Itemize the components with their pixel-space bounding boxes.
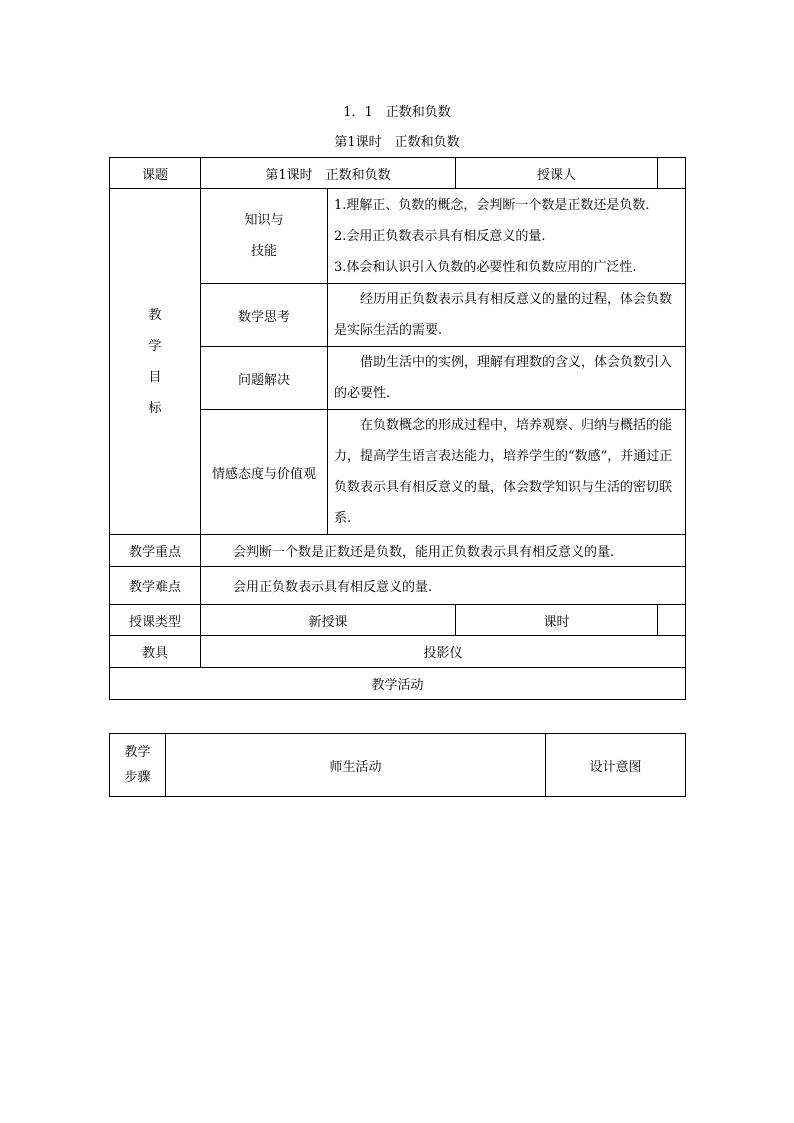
page-subtitle: 第1课时 正数和负数 — [334, 135, 460, 150]
difficulties-label: 教学难点 — [110, 567, 201, 605]
lesson-type-value: 新授课 — [201, 605, 456, 636]
knowledge-item: 3.体会和认识引入负数的必要性和负数应用的广泛性. — [334, 259, 637, 275]
key-points-text: 会判断一个数是正数还是负数，能用正负数表示具有相反意义的量. — [201, 535, 686, 567]
math-thinking-text: 经历用正负数表示具有相反意义的量的过程，体会负数是实际生活的需要. — [328, 284, 686, 347]
steps-label: 教学 步骤 — [110, 734, 166, 797]
tools-row — [110, 636, 686, 668]
steps-header-row — [110, 734, 686, 797]
topic-label: 课题 — [110, 158, 201, 189]
activities-header-row — [110, 668, 686, 700]
intent-label: 设计意图 — [546, 734, 686, 797]
knowledge-content — [328, 189, 686, 284]
page-title: 1．1 正数和负数 — [343, 105, 451, 120]
tools-label: 教具 — [110, 636, 201, 668]
lesson-plan-table — [109, 157, 686, 700]
difficulties-row — [110, 567, 686, 605]
hours-value — [658, 605, 686, 636]
teaching-steps-table — [109, 733, 686, 797]
math-thinking-label: 数学思考 — [201, 284, 328, 347]
tools-value: 投影仪 — [201, 636, 686, 668]
teacher-label: 授课人 — [456, 158, 658, 189]
lesson-type-label: 授课类型 — [110, 605, 201, 636]
key-points-row — [110, 535, 686, 567]
knowledge-item: 2.会用正负数表示具有相反意义的量. — [334, 228, 546, 244]
activity-label: 师生活动 — [166, 734, 546, 797]
knowledge-label: 知识与 技能 — [201, 189, 328, 284]
attitude-text: 在负数概念的形成过程中，培养观察、归纳与概括的能力，提高学生语言表达能力，培养学生的“数感”，并通过正负数表示具有相反意义的量，体会数学知识与生活的密切联系. — [328, 410, 686, 535]
lesson-type-row — [110, 605, 686, 636]
topic-row — [110, 158, 686, 189]
objectives-label: 教 学 目 标 — [110, 189, 201, 535]
teacher-value — [658, 158, 686, 189]
problem-solving-label: 问题解决 — [201, 347, 328, 410]
key-points-label: 教学重点 — [110, 535, 201, 567]
problem-solving-text: 借助生活中的实例，理解有理数的含义，体会负数引入的必要性. — [328, 347, 686, 410]
objective-knowledge-row — [110, 189, 686, 284]
activities-header: 教学活动 — [110, 668, 686, 700]
knowledge-item: 1.理解正、负数的概念，会判断一个数是正数还是负数. — [334, 197, 650, 213]
difficulties-text: 会用正负数表示具有相反意义的量. — [201, 567, 686, 605]
hours-label: 课时 — [456, 605, 658, 636]
attitude-label: 情感态度与价值观 — [201, 410, 328, 535]
topic-value: 第1课时 正数和负数 — [201, 158, 456, 189]
